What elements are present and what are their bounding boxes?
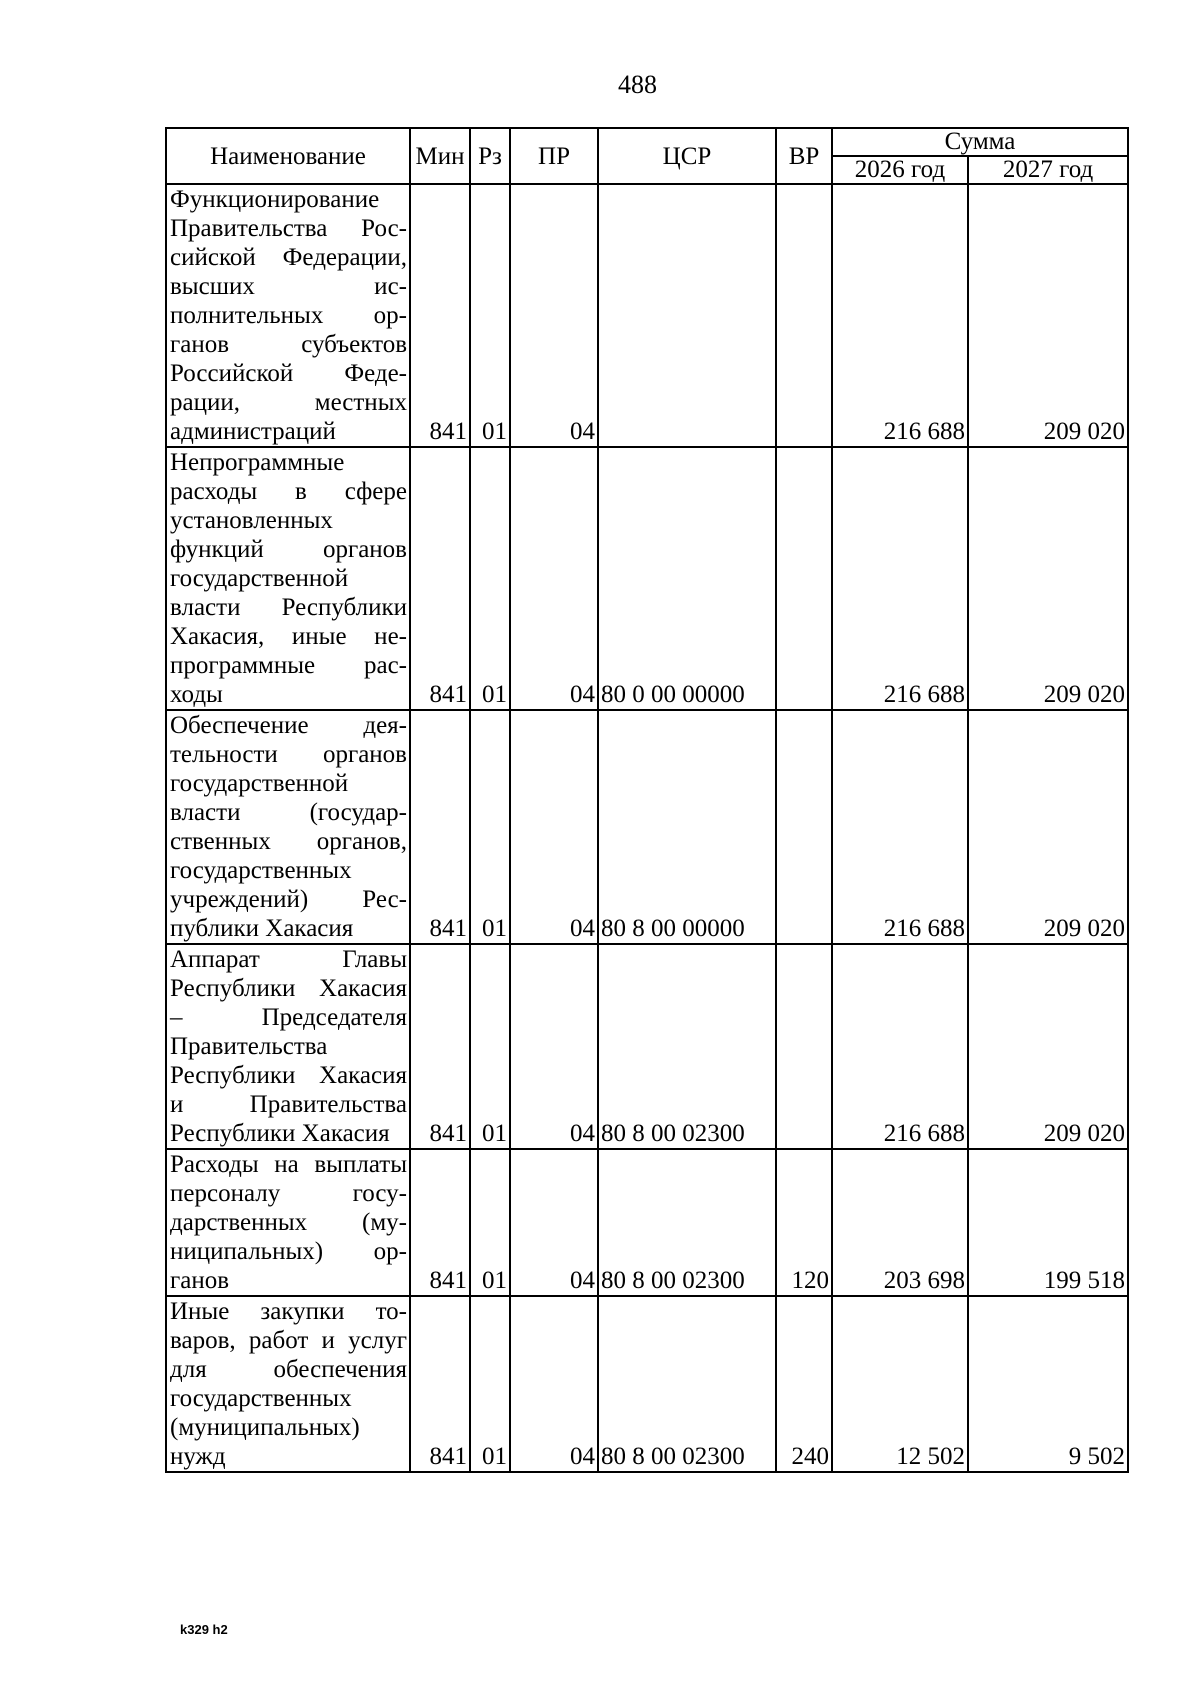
row-csr: 80 8 00 02300 xyxy=(598,1149,776,1296)
row-sum-2026: 216 688 xyxy=(832,710,968,944)
row-sum-2027: 9 502 xyxy=(968,1296,1128,1472)
row-pr: 04 xyxy=(510,1149,598,1296)
row-csr xyxy=(598,184,776,447)
header-csr: ЦСР xyxy=(598,128,776,184)
header-pr: ПР xyxy=(510,128,598,184)
budget-table xyxy=(165,127,1129,1473)
header-vr: ВР xyxy=(776,128,832,184)
row-min: 841 xyxy=(410,184,470,447)
row-rz: 01 xyxy=(470,944,510,1149)
row-min: 841 xyxy=(410,710,470,944)
row-pr: 04 xyxy=(510,1296,598,1472)
row-vr: 240 xyxy=(776,1296,832,1472)
row-csr: 80 8 00 02300 xyxy=(598,944,776,1149)
row-rz: 01 xyxy=(470,710,510,944)
row-name: Аппарат Главы Республики Хакасия – Председателя Правительства Республики Хакасия и Правительства Республики Хакасия xyxy=(166,944,410,1149)
table-row xyxy=(166,184,1128,447)
row-rz: 01 xyxy=(470,447,510,710)
row-min: 841 xyxy=(410,944,470,1149)
row-vr: 120 xyxy=(776,1149,832,1296)
row-sum-2027: 209 020 xyxy=(968,944,1128,1149)
table-row xyxy=(166,1149,1128,1296)
row-rz: 01 xyxy=(470,184,510,447)
header-min: Мин xyxy=(410,128,470,184)
row-vr xyxy=(776,447,832,710)
row-sum-2026: 216 688 xyxy=(832,184,968,447)
row-name: Функционирование Правительства Российской Федерации, высших исполнительных органов субъектов Российской Федерации, местных администраций xyxy=(166,184,410,447)
row-name: Обеспечение деятельности органов государственной власти (государственных органов, государственных учреждений) Республики Хакасия xyxy=(166,710,410,944)
row-pr: 04 xyxy=(510,447,598,710)
row-min: 841 xyxy=(410,1296,470,1472)
row-csr: 80 0 00 00000 xyxy=(598,447,776,710)
row-csr: 80 8 00 00000 xyxy=(598,710,776,944)
header-name: Наименование xyxy=(166,128,410,184)
row-min: 841 xyxy=(410,1149,470,1296)
header-sum: Сумма xyxy=(832,128,1128,156)
row-csr: 80 8 00 02300 xyxy=(598,1296,776,1472)
row-sum-2027: 209 020 xyxy=(968,710,1128,944)
row-vr xyxy=(776,710,832,944)
page-number: 488 xyxy=(618,70,657,99)
header-rz: Рз xyxy=(470,128,510,184)
row-vr xyxy=(776,184,832,447)
row-sum-2026: 12 502 xyxy=(832,1296,968,1472)
row-vr xyxy=(776,944,832,1149)
row-name: Иные закупки товаров, работ и услуг для обеспечения государственных (муниципальных) нужд xyxy=(166,1296,410,1472)
row-pr: 04 xyxy=(510,944,598,1149)
header-2026: 2026 год xyxy=(832,156,968,184)
row-sum-2027: 209 020 xyxy=(968,184,1128,447)
footer-code: k329 h2 xyxy=(180,1622,228,1637)
header-2027: 2027 год xyxy=(968,156,1128,184)
row-pr: 04 xyxy=(510,184,598,447)
row-sum-2026: 216 688 xyxy=(832,447,968,710)
row-sum-2026: 216 688 xyxy=(832,944,968,1149)
row-rz: 01 xyxy=(470,1149,510,1296)
row-name: Непрограммные расходы в сфере установленных функций органов государственной власти Республики Хакасия, иные непрограммные расходы xyxy=(166,447,410,710)
table-row xyxy=(166,447,1128,710)
row-sum-2027: 199 518 xyxy=(968,1149,1128,1296)
row-name: Расходы на выплаты персоналу государственных (муниципальных) органов xyxy=(166,1149,410,1296)
row-rz: 01 xyxy=(470,1296,510,1472)
table-row xyxy=(166,710,1128,944)
table-row xyxy=(166,1296,1128,1472)
row-sum-2026: 203 698 xyxy=(832,1149,968,1296)
table-row xyxy=(166,944,1128,1149)
row-min: 841 xyxy=(410,447,470,710)
row-sum-2027: 209 020 xyxy=(968,447,1128,710)
row-pr: 04 xyxy=(510,710,598,944)
